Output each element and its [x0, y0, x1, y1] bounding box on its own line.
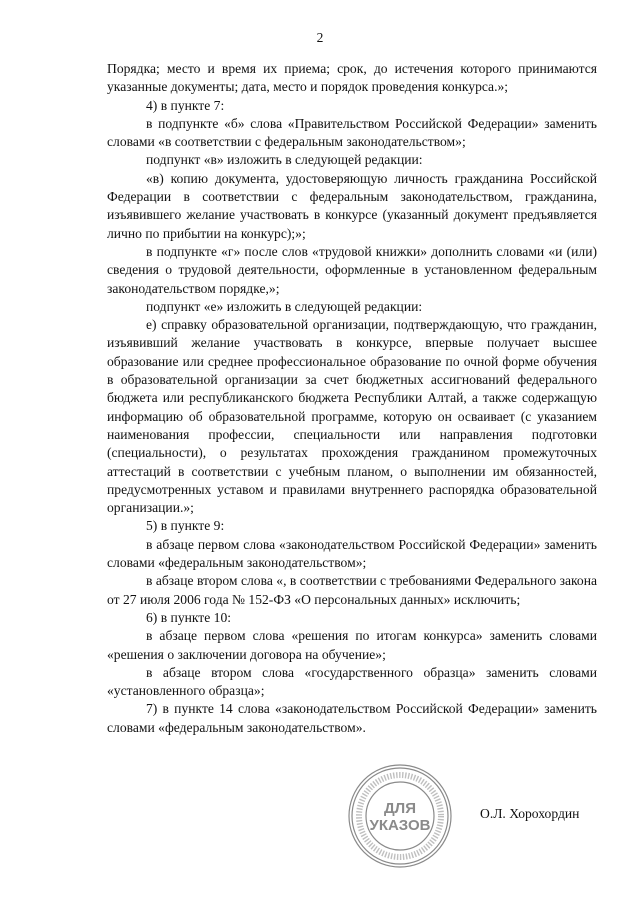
paragraph: Порядка; место и время их приема; срок, до истечения которого принимаются указанные документы; дата, место и порядок проведения конкурса.»;: [107, 61, 597, 95]
paragraph: в подпункте «б» слова «Правительством Российской Федерации» заменить словами «в соответствии с федеральным законодательством»;: [107, 115, 597, 150]
signature-name: О.Л. Хорохордин: [480, 806, 580, 821]
document-body: [107, 60, 597, 737]
paragraph: в абзаце втором слова «государственного образца» заменить словами «установленного образца»;: [107, 664, 597, 699]
paragraph: 6) в пункте 10:: [146, 609, 232, 625]
official-stamp: [345, 762, 455, 870]
paragraph: «в) копию документа, удостоверяющую личность гражданина Российской Федерации в соответствии с федеральным законодательством, гражданина, изъявившего желание участвовать в конкурсе (указанный документ предъявляется лично по прибытии на конкурс);»;: [107, 170, 597, 241]
paragraph: подпункт «в» изложить в следующей редакции:: [146, 152, 423, 168]
paragraph: е) справку образовательной организации, подтверждающую, что гражданин, изъявивший желание участвовать в конкурсе, впервые получает высшее образование или среднее профессиональное образование по очной форме обучения в образовательной организации за счет бюджетных ассигнований федерального бюджета или республиканского бюджета Республики Алтай, а также содержащую информацию об образовательной программе, которую он осваивает (с указанием наименования профессии, специальности или направления подготовки (специальности), о результатах прохождения гражданином промежуточных аттестаций в соответствии с учебным планом, о выполнении им обязанностей, предусмотренных уставом и правилами внутреннего распорядка образовательной организации.»;: [107, 317, 597, 516]
stamp-line-1: ДЛЯ: [384, 800, 416, 817]
stamp-line-2: УКАЗОВ: [369, 817, 431, 834]
page-number: 2: [316, 30, 324, 45]
paragraph: в абзаце втором слова «, в соответствии с требованиями Федерального закона от 27 июля 2006 года № 152-ФЗ «О персональных данных» исключить;: [107, 573, 597, 607]
paragraph: 5) в пункте 9:: [146, 518, 225, 534]
paragraph: в подпункте «г» после слов «трудовой книжки» дополнить словами «и (или) сведения о трудовой деятельности, оформленные в установленном федеральным законодательством порядке,»;: [107, 243, 597, 296]
paragraph: в абзаце первом слова «решения по итогам конкурса» заменить словами «решения о заключении договора на обучение»;: [107, 628, 597, 662]
paragraph: 7) в пункте 14 слова «законодательством Российской Федерации» заменить словами «федеральным законодательством».: [107, 701, 597, 735]
paragraph: 4) в пункте 7:: [146, 97, 225, 113]
paragraph: подпункт «е» изложить в следующей редакции:: [146, 298, 423, 314]
paragraph: в абзаце первом слова «законодательством Российской Федерации» заменить словами «федеральным законодательством»;: [107, 536, 597, 571]
